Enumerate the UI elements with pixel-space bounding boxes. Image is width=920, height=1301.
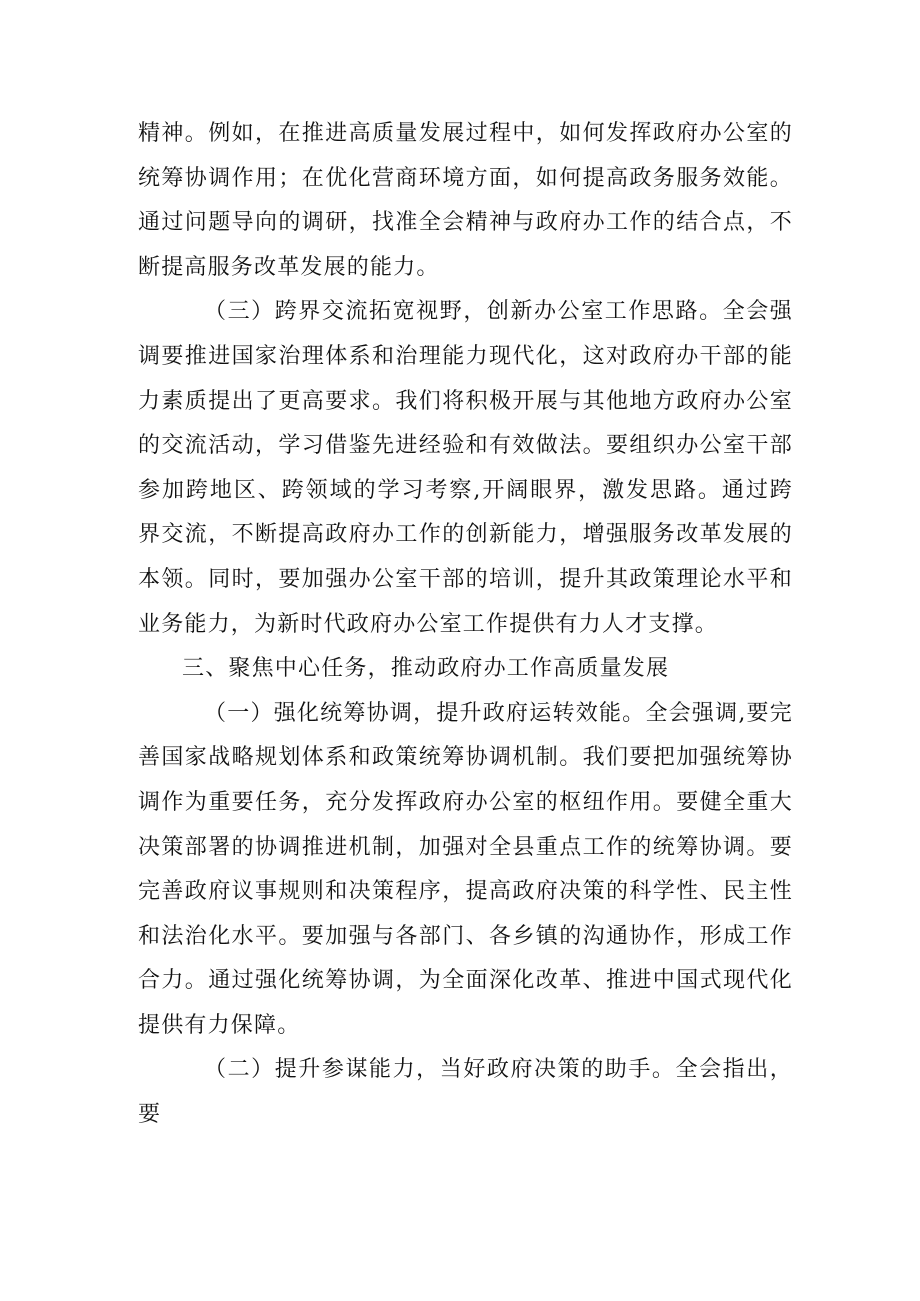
paragraph-cross-border-exchange: （三）跨界交流拓宽视野，创新办公室工作思路。全会强调要推进国家治理体系和治理能力现代化，这对政府办干部的能力素质提出了更高要求。我们将积极开展与其他地方政府办公室的交流活动，学习借鉴先进经验和有效做法。要组织办公室干部参加跨地区、跨领域的学习考察,开阔眼界，激发思路。通过跨界交流，不断提高政府办工作的创新能力，增强服务改革发展的本领。同时，要加强办公室干部的培训，提升其政策理论水平和业务能力，为新时代政府办公室工作提供有力人才支撑。 [138, 299, 793, 637]
paragraph-advisory-capacity: （二）提升参谋能力，当好政府决策的助手。全会指出，要 [138, 1057, 793, 1128]
paragraph-coordination: （一）强化统筹协调，提升政府运转效能。全会强调,要完善国家战略规划体系和政策统筹协调机制。我们要把加强统筹协调作为重要任务，充分发挥政府办公室的枢纽作用。要健全重大决策部署的协调推进机制，加强对全县重点工作的统筹协调。要完善政府议事规则和决策程序，提高政府决策的科学性、民主性和法治化水平。要加强与各部门、各乡镇的沟通协作，形成工作合力。通过强化统筹协调，为全面深化改革、推进中国式现代化提供有力保障。 [138, 700, 793, 1038]
paragraph-continuation: 精神。例如，在推进高质量发展过程中，如何发挥政府办公室的统筹协调作用；在优化营商环境方面，如何提高政务服务效能。通过问题导向的调研，找准全会精神与政府办工作的结合点，不断提高服务改革发展的能力。 [138, 121, 793, 280]
document-body [138, 112, 793, 1138]
section-heading-3: 三、聚焦中心任务，推动政府办工作高质量发展 [182, 656, 670, 682]
